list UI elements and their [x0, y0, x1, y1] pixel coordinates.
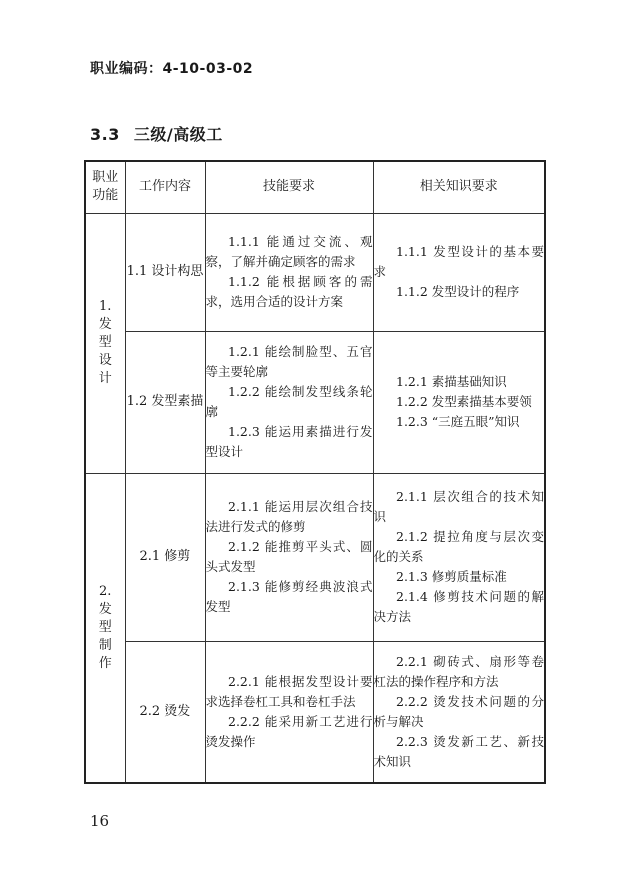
skill-item: 1.2.2 能绘制发型线条轮廓 [205, 384, 373, 419]
work-content-cell: 1.2 发型素描 [125, 331, 205, 473]
header-knowledge-requirements: 相关知识要求 [373, 161, 545, 213]
function-char: 1. [99, 299, 112, 314]
header-function-line1: 职业 [92, 170, 119, 186]
function-char: 发 [98, 317, 112, 332]
function-char: 型 [98, 335, 112, 350]
knowledge-cell [373, 331, 545, 473]
header-function [85, 161, 125, 213]
knowledge-item: 1.1.1 发型设计的基本要求 [373, 244, 544, 279]
work-content-cell: 2.2 烫发 [125, 641, 205, 783]
knowledge-item: 1.2.3 “三庭五眼”知识 [396, 414, 520, 429]
skill-cell [205, 213, 373, 331]
function-char: 2. [99, 583, 112, 599]
function-char: 作 [98, 655, 112, 671]
skill-requirements-table [84, 160, 546, 784]
table-row [85, 331, 545, 473]
skill-cell [205, 473, 373, 641]
knowledge-item: 2.2.1 砌砖式、扇形等卷杠法的操作程序和方法 [373, 653, 544, 689]
section-title [90, 122, 223, 145]
page-number: 16 [90, 812, 110, 830]
knowledge-item: 1.2.2 发型素描基本要领 [396, 394, 532, 409]
skill-item: 2.1.1 能运用层次组合技法进行发式的修剪 [205, 499, 373, 534]
knowledge-item: 2.2.2 烫发技术问题的分析与解决 [373, 693, 544, 729]
knowledge-item: 2.1.3 修剪质量标准 [396, 569, 507, 584]
knowledge-item: 2.1.1 层次组合的技术知识 [373, 489, 544, 524]
section-number: 3.3 [90, 125, 120, 144]
skill-item: 2.2.1 能根据发型设计要求选择卷杠工具和卷杠手法 [205, 673, 373, 709]
occupation-code: 职业编码：4-10-03-02 [90, 61, 254, 77]
knowledge-cell [373, 213, 545, 331]
function-char: 型 [98, 619, 112, 635]
header-skill-requirements: 技能要求 [205, 161, 373, 213]
function-label [99, 298, 112, 388]
table-header-row [85, 161, 545, 213]
knowledge-cell [373, 473, 545, 641]
table-row [85, 641, 545, 783]
skill-item: 1.1.1 能通过交流、观察，了解并确定顾客的需求 [205, 234, 373, 269]
skill-item: 2.1.2 能推剪平头式、圆头式发型 [205, 539, 373, 574]
table-row [85, 213, 545, 331]
skill-cell [205, 331, 373, 473]
function-label [99, 583, 112, 673]
table-row [85, 473, 545, 641]
function-char: 发 [98, 601, 112, 617]
work-content-cell: 2.1 修剪 [125, 473, 205, 641]
knowledge-item: 1.2.1 素描基础知识 [396, 374, 507, 389]
skill-cell [205, 641, 373, 783]
function-cell-production [85, 473, 125, 783]
knowledge-item: 2.2.3 烫发新工艺、新技术知识 [373, 733, 544, 769]
function-char: 设 [98, 353, 112, 368]
skill-item: 2.2.2 能采用新工艺进行烫发操作 [205, 713, 373, 749]
knowledge-item: 1.1.2 发型设计的程序 [396, 284, 520, 299]
knowledge-cell [373, 641, 545, 783]
work-content-cell: 1.1 设计构思 [125, 213, 205, 331]
skill-item: 1.2.3 能运用素描进行发型设计 [205, 424, 373, 459]
header-work-content: 工作内容 [125, 161, 205, 213]
section-title-text: 三级/高级工 [133, 125, 223, 144]
function-cell-design [85, 213, 125, 473]
skill-item: 1.1.2 能根据顾客的需求，选用合适的设计方案 [205, 274, 373, 309]
knowledge-item: 2.1.2 提拉角度与层次变化的关系 [373, 529, 544, 564]
knowledge-item: 2.1.4 修剪技术问题的解决方法 [373, 589, 544, 624]
function-char: 制 [98, 637, 112, 653]
skill-item: 2.1.3 能修剪经典波浪式发型 [205, 579, 373, 614]
skill-item: 1.2.1 能绘制脸型、五官等主要轮廓 [205, 344, 373, 379]
function-char: 计 [98, 371, 112, 386]
header-function-line2: 功能 [92, 188, 119, 204]
